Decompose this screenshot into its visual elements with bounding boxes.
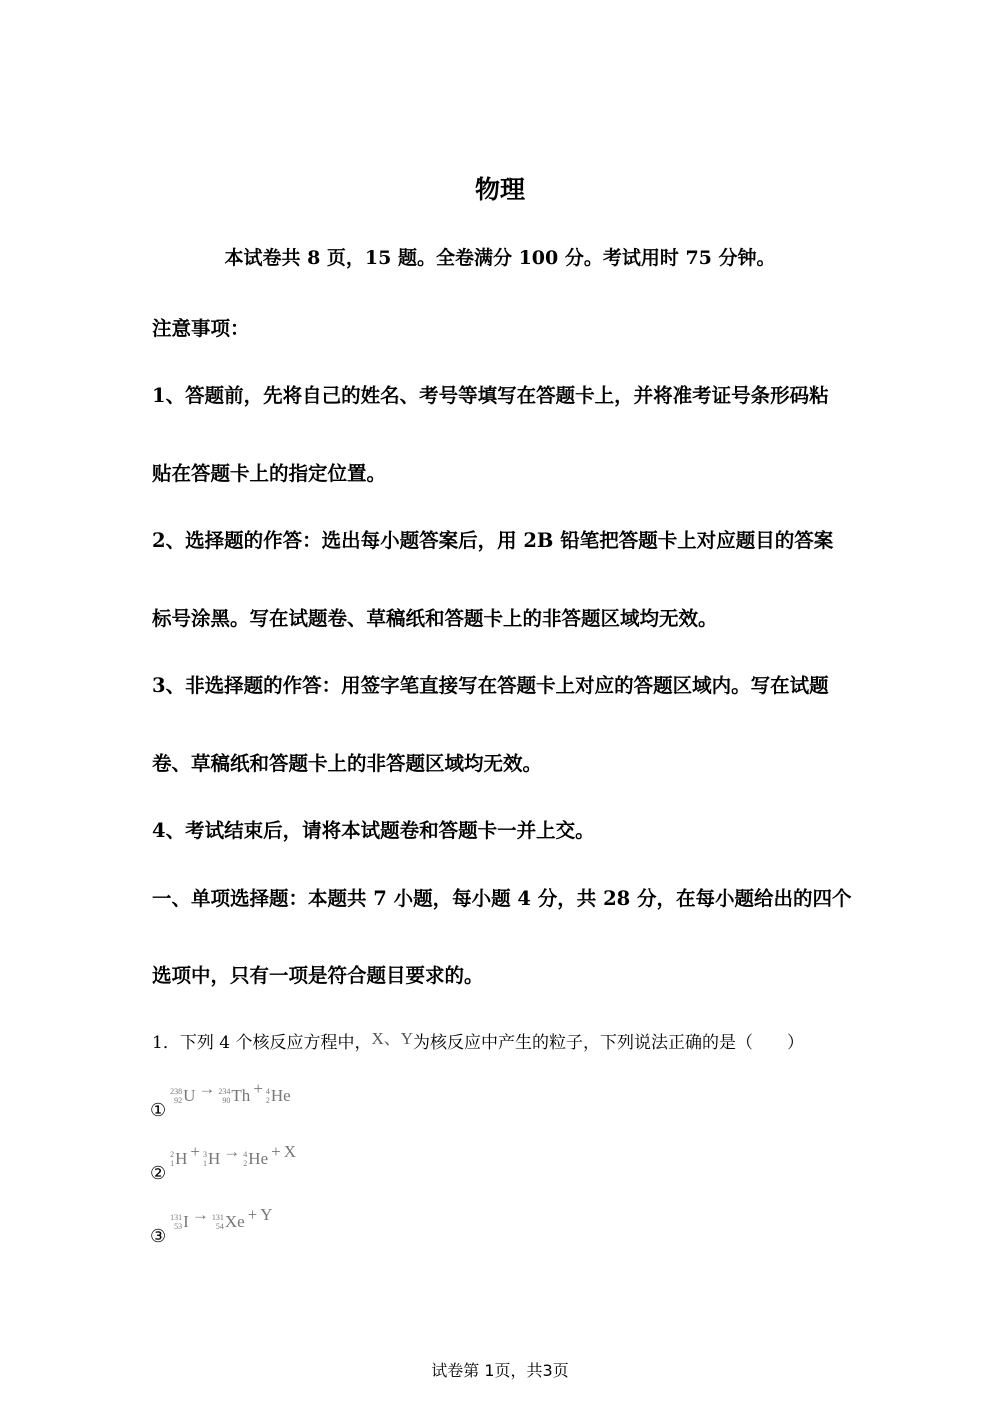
notice-line-1: 1、答题前，先将自己的姓名、考号等填写在答题卡上，并将准考证号条形码粘	[152, 384, 829, 407]
nuclide	[260, 1205, 272, 1225]
formula-operator: +	[247, 1205, 258, 1224]
notice-line-5: 3、非选择题的作答：用签字笔直接写在答题卡上对应的答题区域内。写在试题	[152, 674, 829, 697]
nuclear-formula	[170, 1079, 291, 1106]
nuclear-formula	[170, 1205, 272, 1232]
equation-3	[150, 1205, 273, 1247]
notice-line-3: 2、选择题的作答：选出每小题答案后，用 2B 铅笔把答题卡上对应题目的答案	[152, 529, 834, 552]
formula-operator: +	[271, 1142, 281, 1161]
mass-number: 3	[203, 1150, 208, 1159]
equation-1	[150, 1079, 291, 1121]
mass-number: 2	[170, 1150, 175, 1159]
atomic-number: 54	[215, 1222, 224, 1231]
equation-marker: ③	[150, 1226, 167, 1247]
mass-number: 131	[211, 1213, 224, 1222]
atomic-number: 2	[265, 1096, 270, 1105]
element-symbol: He	[248, 1149, 269, 1168]
atomic-number: 1	[170, 1159, 175, 1168]
element-symbol: Y	[260, 1205, 273, 1224]
atomic-number: 90	[222, 1096, 231, 1105]
atomic-number: 92	[174, 1096, 183, 1105]
nuclide	[170, 1086, 195, 1106]
formula-operator: →	[223, 1142, 241, 1161]
element-symbol: Th	[231, 1086, 251, 1105]
element-symbol: H	[175, 1149, 188, 1168]
mass-number: 131	[170, 1213, 183, 1222]
element-symbol: H	[208, 1149, 221, 1168]
atomic-number: 53	[174, 1222, 183, 1231]
question-1	[152, 1028, 850, 1053]
exam-info: 本试卷共 8 页，15 题。全卷满分 100 分。考试用时 75 分钟。	[224, 247, 776, 269]
notice-line-6: 卷、草稿纸和答题卡上的非答题区域均无效。	[152, 752, 543, 775]
page-footer: 试卷第 1页，共3页	[431, 1361, 569, 1380]
page-title: 物理	[474, 175, 525, 204]
notice-line-2: 贴在答题卡上的指定位置。	[152, 462, 387, 485]
question-1-prefix: 1．下列 4 个核反应方程中，	[152, 1033, 372, 1053]
nuclide	[170, 1212, 189, 1232]
notice-line-4: 标号涂黑。写在试题卷、草稿纸和答题卡上的非答题区域均无效。	[152, 607, 718, 630]
nuclide	[243, 1149, 268, 1169]
nuclear-formula	[170, 1142, 296, 1169]
nuclide	[203, 1149, 220, 1169]
nuclide	[266, 1086, 291, 1106]
nuclide	[170, 1149, 187, 1169]
notice-line-7: 4、考试结束后，请将本试题卷和答题卡一并上交。	[152, 819, 595, 842]
element-symbol: U	[183, 1086, 196, 1105]
formula-operator: +	[190, 1142, 201, 1161]
mass-number: 4	[265, 1087, 270, 1096]
nuclide	[284, 1142, 296, 1162]
element-symbol: I	[183, 1212, 189, 1231]
element-symbol: Xe	[224, 1212, 245, 1231]
formula-operator: →	[198, 1079, 216, 1098]
mass-number: 4	[243, 1150, 248, 1159]
equation-marker: ①	[150, 1100, 167, 1121]
equation-2	[150, 1142, 296, 1184]
atomic-number: 2	[243, 1159, 248, 1168]
section-heading-line-2: 选项中，只有一项是符合题目要求的。	[152, 964, 484, 987]
mass-number: 238	[170, 1087, 183, 1096]
nuclide	[212, 1212, 245, 1232]
question-1-suffix: 为核反应中产生的粒子，下列说法正确的是（ ）	[413, 1033, 805, 1053]
equation-marker: ②	[150, 1163, 167, 1184]
question-1-xy: X、Y	[371, 1029, 414, 1048]
atomic-number: 1	[203, 1159, 208, 1168]
notice-heading: 注意事项：	[152, 317, 250, 340]
element-symbol: X	[283, 1142, 296, 1161]
formula-operator: +	[253, 1079, 263, 1098]
mass-number: 234	[218, 1087, 231, 1096]
formula-operator: →	[191, 1205, 209, 1224]
section-heading-line-1: 一、单项选择题：本题共 7 小题，每小题 4 分，共 28 分，在每小题给出的四个	[152, 887, 852, 910]
element-symbol: He	[270, 1086, 291, 1105]
nuclide	[218, 1086, 250, 1106]
